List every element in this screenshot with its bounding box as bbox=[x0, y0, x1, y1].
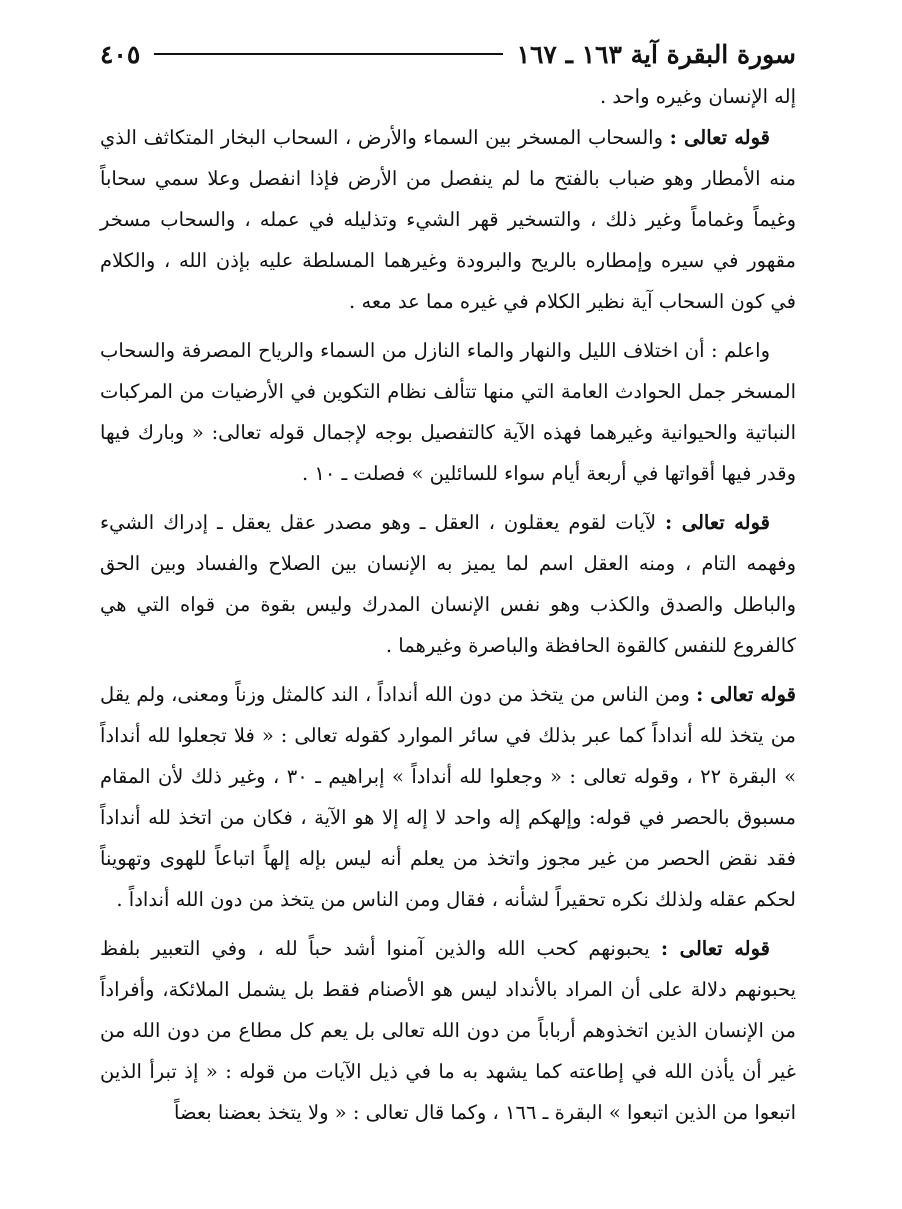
paragraph-keyword: قوله تعالى : bbox=[665, 511, 770, 534]
paragraph bbox=[100, 928, 796, 1133]
paragraph-text: يحبونهم كحب الله والذين آمنوا أشد حباً لله ، وفي التعبير بلفظ يحبونهم دلالة على أن المراد بالأنداد ليس هو الأصنام فقط بل يشمل الملائكة، وأفراداً من الإنسان الذين اتخذوهم أرباباً من دون الله تعالى بل يعم كل مطاع من دون الله من غير أن يأذن الله في إطاعته كما يشهد به ما في ذيل الآيات من قوله : « إذ تبرأ الذين اتبعوا من الذين اتبعوا » البقرة ـ ١٦٦ ، وكما قال تعالى : « ولا يتخذ بعضنا بعضاً bbox=[100, 937, 796, 1124]
paragraph bbox=[100, 76, 796, 117]
page-body bbox=[100, 76, 796, 1133]
paragraph-text: إله الإنسان وغيره واحد . bbox=[599, 85, 796, 108]
paragraph bbox=[100, 674, 796, 920]
paragraph-keyword: قوله تعالى : bbox=[660, 937, 770, 960]
paragraph-keyword: قوله تعالى : bbox=[696, 683, 797, 706]
header-rule bbox=[154, 53, 502, 55]
page-header bbox=[100, 34, 796, 74]
paragraph bbox=[100, 330, 796, 494]
paragraph-text: لآيات لقوم يعقلون ، العقل ـ وهو مصدر عقل يعقل ـ إدراك الشيء وفهمه التام ، ومنه العقل اسم لما يميز به الإنسان بين الصلاح والفساد وبين الحق والباطل والصدق والكذب وهو نفس الإنسان المدرك وليس بقوة من قواه التي هي كالفروع للنفس كالقوة الحافظة والباصرة وغيرهما . bbox=[100, 511, 796, 657]
paragraph-text: ومن الناس من يتخذ من دون الله أنداداً ، الند كالمثل وزناً ومعنى، ولم يقل من يتخذ لله أنداداً كما عبر بذلك في سائر الموارد كقوله تعالى : « فلا تجعلوا لله أنداداً » البقرة ٢٢ ، وقوله تعالى : « وجعلوا لله أنداداً » إبراهيم ـ ٣٠ ، وغير ذلك لأن المقام مسبوق بالحصر في قوله: وإلهكم إله واحد لا إله إلا هو الآية ، فكان من اتخذ لله أنداداً فقد نقض الحصر من غير مجوز واتخذ من يعلم أنه ليس بإله إلهاً اتباعاً للهوى وتهويناً لحكم عقله ولذلك نكره تحقيراً لشأنه ، فقال ومن الناس من يتخذ من دون الله أنداداً . bbox=[100, 683, 796, 911]
paragraph bbox=[100, 502, 796, 666]
paragraph-keyword: قوله تعالى : bbox=[669, 126, 770, 149]
paragraph-text: واعلم : أن اختلاف الليل والنهار والماء النازل من السماء والرياح المصرفة والسحاب المسخر جمل الحوادث العامة التي منها تتألف نظام التكوين في الأرضيات من المركبات النباتية والحيوانية وغيرهما فهذه الآية كالتفصيل بوجه لإجمال قوله تعالى: « وبارك فيها وقدر فيها أقواتها في أربعة أيام سواء للسائلين » فصلت ـ ١٠ . bbox=[100, 339, 796, 485]
page-number: ٤٠٥ bbox=[100, 39, 141, 69]
paragraph bbox=[100, 117, 796, 322]
running-title: سورة البقرة آية ١٦٣ ـ ١٦٧ bbox=[516, 39, 796, 69]
paragraph-text: والسحاب المسخر بين السماء والأرض ، السحاب البخار المتكاثف الذي منه الأمطار وهو ضباب بالفتح ما لم ينفصل من الأرض فإذا انفصل وعلا سمي سحاباً وغيماً وغماماً وغير ذلك ، والتسخير قهر الشيء وتذليله في عمله ، والسحاب مسخر مقهور في سيره وإمطاره بالريح والبرودة وغيرهما المسلطة عليه بإذن الله ، والكلام في كون السحاب آية نظير الكلام في غيره مما عد معه . bbox=[100, 126, 796, 313]
